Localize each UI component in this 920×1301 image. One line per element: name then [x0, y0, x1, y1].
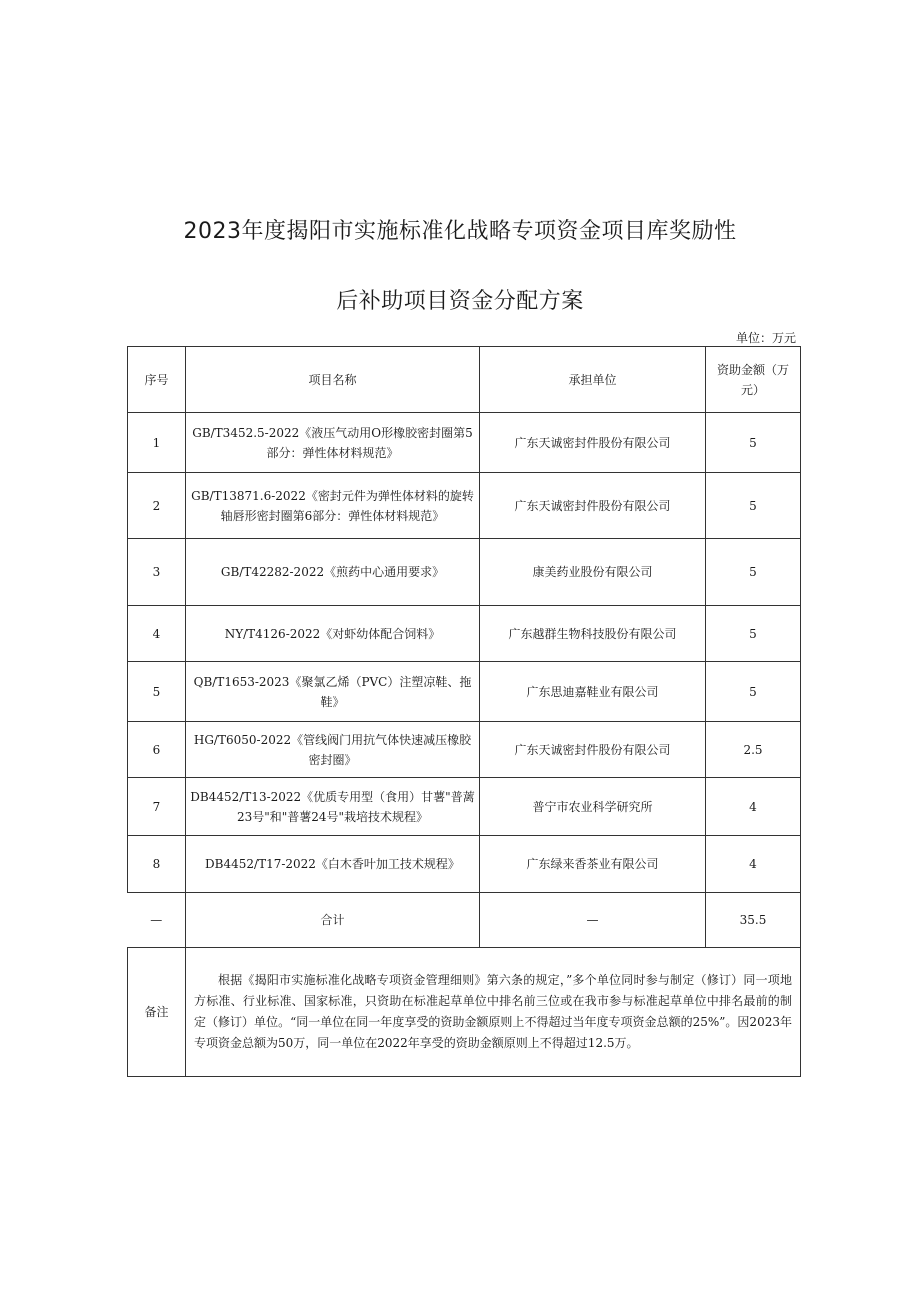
row-org: 广东天诚密封件股份有限公司 — [480, 722, 706, 778]
row-project: GB/T42282-2022《煎药中心通用要求》 — [186, 539, 480, 606]
row-org: 广东越群生物科技股份有限公司 — [480, 606, 706, 662]
table-header-row — [128, 347, 801, 413]
row-no: 4 — [128, 606, 186, 662]
row-project: DB4452/T13-2022《优质专用型（食用）甘薯"普蓠23号"和"普薯24号"栽培技术规程》 — [186, 778, 480, 836]
row-amount: 5 — [706, 662, 801, 722]
total-row — [128, 893, 801, 948]
remark-text: 根据《揭阳市实施标准化战略专项资金管理细则》第六条的规定，”多个单位同时参与制定（修订）同一项地方标准、行业标准、国家标准，只资助在标准起草单位中排名前三位或在我市参与标准起草单位中排名最前的制定（修订）单位。“同一单位在同一年度享受的资助金额原则上不得超过当年度专项资金总额的25%”。因2023年专项资金总额为50万，同一单位在2022年享受的资助金额原则上不得超过12.5万。 — [186, 948, 801, 1077]
total-label: 合计 — [186, 893, 480, 948]
row-amount: 4 — [706, 836, 801, 893]
total-amount: 35.5 — [706, 893, 801, 948]
table-row — [128, 662, 801, 722]
table-row — [128, 836, 801, 893]
row-project: HG/T6050-2022《管线阀门用抗气体快速减压橡胶密封圈》 — [186, 722, 480, 778]
row-amount: 5 — [706, 413, 801, 473]
total-no: — — [128, 893, 186, 948]
row-project: DB4452/T17-2022《白木香叶加工技术规程》 — [186, 836, 480, 893]
row-project: QB/T1653-2023《聚氯乙烯（PVC）注塑凉鞋、拖鞋》 — [186, 662, 480, 722]
row-no: 2 — [128, 473, 186, 539]
row-org: 广东天诚密封件股份有限公司 — [480, 413, 706, 473]
row-project: NY/T4126-2022《对虾幼体配合饲料》 — [186, 606, 480, 662]
page-title-line2: 后补助项目资金分配方案 — [336, 289, 584, 314]
table-row — [128, 778, 801, 836]
row-org: 普宁市农业科学研究所 — [480, 778, 706, 836]
table-row — [128, 722, 801, 778]
row-no: 3 — [128, 539, 186, 606]
table-row — [128, 539, 801, 606]
row-amount: 5 — [706, 473, 801, 539]
total-org: — — [480, 893, 706, 948]
header-no: 序号 — [128, 347, 186, 413]
header-org: 承担单位 — [480, 347, 706, 413]
row-no: 6 — [128, 722, 186, 778]
row-no: 5 — [128, 662, 186, 722]
table-row — [128, 606, 801, 662]
allocation-table — [127, 346, 801, 1077]
row-org: 广东天诚密封件股份有限公司 — [480, 473, 706, 539]
remark-label: 备注 — [128, 948, 186, 1077]
row-amount: 5 — [706, 539, 801, 606]
header-project: 项目名称 — [186, 347, 480, 413]
remark-row — [128, 948, 801, 1077]
row-org: 广东思迪嘉鞋业有限公司 — [480, 662, 706, 722]
table-row — [128, 473, 801, 539]
row-amount: 5 — [706, 606, 801, 662]
row-no: 1 — [128, 413, 186, 473]
row-org: 康美药业股份有限公司 — [480, 539, 706, 606]
table-row — [128, 413, 801, 473]
row-no: 8 — [128, 836, 186, 893]
row-amount: 4 — [706, 778, 801, 836]
row-amount: 2.5 — [706, 722, 801, 778]
unit-label: 单位：万元 — [735, 331, 796, 345]
page-title-line1: 2023年度揭阳市实施标准化战略专项资金项目库奖励性 — [183, 219, 737, 244]
row-org: 广东绿来香茶业有限公司 — [480, 836, 706, 893]
header-amount: 资助金额（万元） — [706, 347, 801, 413]
row-project: GB/T3452.5-2022《液压气动用O形橡胶密封圈第5部分：弹性体材料规范》 — [186, 413, 480, 473]
row-project: GB/T13871.6-2022《密封元件为弹性体材料的旋转轴唇形密封圈第6部分：弹性体材料规范》 — [186, 473, 480, 539]
row-no: 7 — [128, 778, 186, 836]
